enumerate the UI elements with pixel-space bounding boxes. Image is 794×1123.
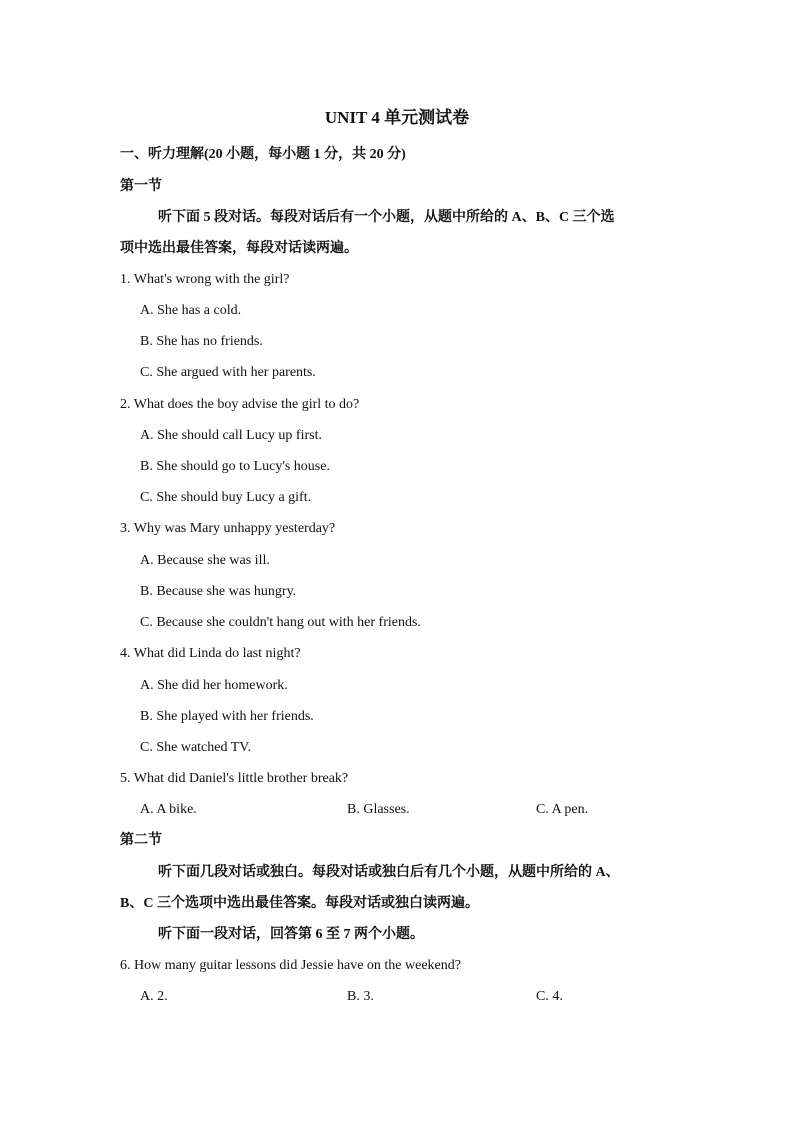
question-4-option-a: A. She did her homework.	[140, 678, 288, 693]
question-2-option-b: B. She should go to Lucy's house.	[140, 459, 330, 474]
question-2: 2. What does the boy advise the girl to do?	[120, 397, 360, 412]
question-6-option-a: A. 2.	[140, 989, 168, 1004]
question-2-option-a: A. She should call Lucy up first.	[140, 428, 322, 443]
section1-instruction-line2: 项中选出最佳答案，每段对话读两遍。	[120, 241, 358, 256]
part1-heading: 一、听力理解(20 小题，每小题 1 分，共 20 分)	[120, 147, 406, 162]
section2-sub-instruction: 听下面一段对话，回答第 6 至 7 两个小题。	[158, 927, 424, 942]
question-5-option-c: C. A pen.	[536, 802, 589, 817]
question-4-option-c: C. She watched TV.	[140, 740, 252, 755]
question-5-option-b: B. Glasses.	[347, 802, 410, 817]
question-3-option-b: B. Because she was hungry.	[140, 584, 297, 599]
question-4: 4. What did Linda do last night?	[120, 646, 301, 661]
section1-heading: 第一节	[120, 179, 162, 194]
question-5-option-a: A. A bike.	[140, 802, 197, 817]
question-2-option-c: C. She should buy Lucy a gift.	[140, 490, 312, 505]
question-3-option-c: C. Because she couldn't hang out with her friends.	[140, 615, 421, 630]
section1-instruction-line1: 听下面 5 段对话。每段对话后有一个小题，从题中所给的 A、B、C 三个选	[158, 210, 615, 225]
section2-heading: 第二节	[120, 833, 162, 848]
question-4-option-b: B. She played with her friends.	[140, 709, 314, 724]
question-1: 1. What's wrong with the girl?	[120, 272, 290, 287]
question-1-option-c: C. She argued with her parents.	[140, 365, 316, 380]
question-1-option-b: B. She has no friends.	[140, 334, 263, 349]
question-3: 3. Why was Mary unhappy yesterday?	[120, 521, 336, 536]
question-3-option-a: A. Because she was ill.	[140, 553, 270, 568]
section2-instruction-line1: 听下面几段对话或独白。每段对话或独白后有几个小题，从题中所给的 A、	[158, 865, 620, 880]
section2-instruction-line2: B、C 三个选项中选出最佳答案。每段对话或独白读两遍。	[120, 896, 479, 911]
question-6-option-c: C. 4.	[536, 989, 563, 1004]
question-1-option-a: A. She has a cold.	[140, 303, 242, 318]
question-6: 6. How many guitar lessons did Jessie have on the weekend?	[120, 958, 461, 973]
page-title: UNIT 4 单元测试卷	[324, 108, 470, 127]
question-5: 5. What did Daniel's little brother break?	[120, 771, 349, 786]
question-6-option-b: B. 3.	[347, 989, 374, 1004]
